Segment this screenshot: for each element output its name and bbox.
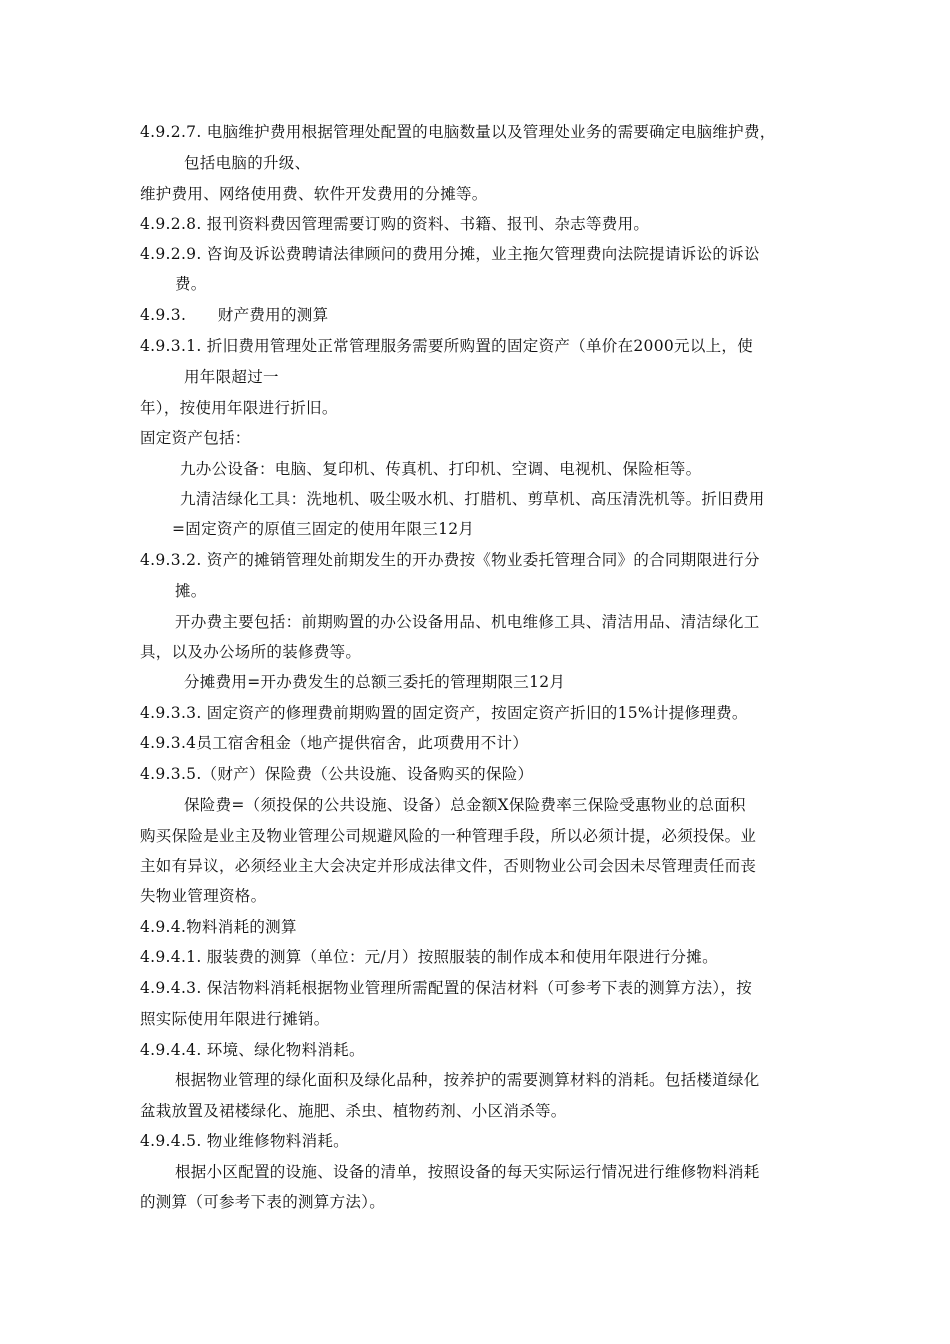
text-line: 开办费主要包括：前期购置的办公设备用品、机电维修工具、清洁用品、清洁绿化工	[175, 613, 760, 631]
text-line: 保险费=（须投保的公共设施、设备）总金额X保险费率三保险受惠物业的总面积	[184, 796, 746, 814]
text-line: 4.9.4.3. 保洁物料消耗根据物业管理所需配置的保洁材料（可参考下表的测算方法），按	[140, 979, 753, 997]
text-line: 4.9.2.9. 咨询及诉讼费聘请法律顾问的费用分摊，业主拖欠管理费向法院提请诉讼的诉讼	[140, 245, 760, 263]
text-line: 4.9.3.3. 固定资产的修理费前期购置的固定资产，按固定资产折旧的15%计提修理费。	[140, 704, 748, 722]
text-line: 4.9.4.1. 服装费的测算（单位：元/月）按照服装的制作成本和使用年限进行分摊。	[140, 948, 718, 966]
text-line: 失物业管理资格。	[140, 887, 267, 905]
section-heading: 4.9.3. 财产费用的测算	[140, 306, 329, 324]
text-line: 4.9.3.4员工宿舍租金（地产提供宿舍，此项费用不计）	[140, 734, 529, 752]
text-line: 4.9.4.4. 环境、绿化物料消耗。	[140, 1041, 365, 1059]
text-line: 用年限超过一	[184, 368, 279, 386]
text-line: 4.9.2.7. 电脑维护费用根据管理处配置的电脑数量以及管理处业务的需要确定电脑维护费，	[140, 123, 776, 141]
text-line: 费。	[175, 275, 207, 293]
text-line: 盆栽放置及裙楼绿化、施肥、杀虫、植物药剂、小区消杀等。	[140, 1102, 567, 1120]
text-line: 购买保险是业主及物业管理公司规避风险的一种管理手段，所以必须计提，必须投保。业	[140, 827, 757, 845]
section-heading: 4.9.4.物料消耗的测算	[140, 918, 297, 936]
text-line: 九清洁绿化工具：洗地机、吸尘吸水机、打腊机、剪草机、高压清洗机等。折旧费用	[180, 490, 765, 508]
text-line: 4.9.4.5. 物业维修物料消耗。	[140, 1132, 349, 1150]
text-line: 主如有异议，必须经业主大会决定并形成法律文件，否则物业公司会因未尽管理责任而丧	[140, 857, 757, 875]
text-line: 4.9.3.1. 折旧费用管理处正常管理服务需要所购置的固定资产（单价在2000元以上，使	[140, 337, 754, 355]
text-line: 九办公设备：电脑、复印机、传真机、打印机、空调、电视机、保险柜等。	[180, 460, 702, 478]
text-line: 根据小区配置的设施、设备的清单，按照设备的每天实际运行情况进行维修物料消耗	[175, 1163, 760, 1181]
text-line: 分摊费用=开办费发生的总额三委托的管理期限三12月	[184, 673, 566, 691]
text-line: 根据物业管理的绿化面积及绿化品种，按养护的需要测算材料的消耗。包括楼道绿化	[175, 1071, 760, 1089]
text-line: 具，以及办公场所的装修费等。	[140, 643, 362, 661]
text-line: 维护费用、网络使用费、软件开发费用的分摊等。	[140, 185, 488, 203]
text-line: 4.9.2.8. 报刊资料费因管理需要订购的资料、书籍、报刊、杂志等费用。	[140, 215, 650, 233]
text-line: 包括电脑的升级、	[184, 154, 311, 172]
text-line: 固定资产包括：	[140, 429, 251, 447]
text-line: =固定资产的原值三固定的使用年限三12月	[172, 520, 475, 538]
text-line: 照实际使用年限进行摊销。	[140, 1010, 330, 1028]
text-line: 摊。	[175, 582, 207, 600]
text-line: 的测算（可参考下表的测算方法）。	[140, 1193, 386, 1211]
text-line: 4.9.3.2. 资产的摊销管理处前期发生的开办费按《物业委托管理合同》的合同期限进行分	[140, 551, 760, 569]
text-line: 年），按使用年限进行折旧。	[140, 399, 338, 417]
text-line: 4.9.3.5.（财产）保险费（公共设施、设备购买的保险）	[140, 765, 534, 783]
